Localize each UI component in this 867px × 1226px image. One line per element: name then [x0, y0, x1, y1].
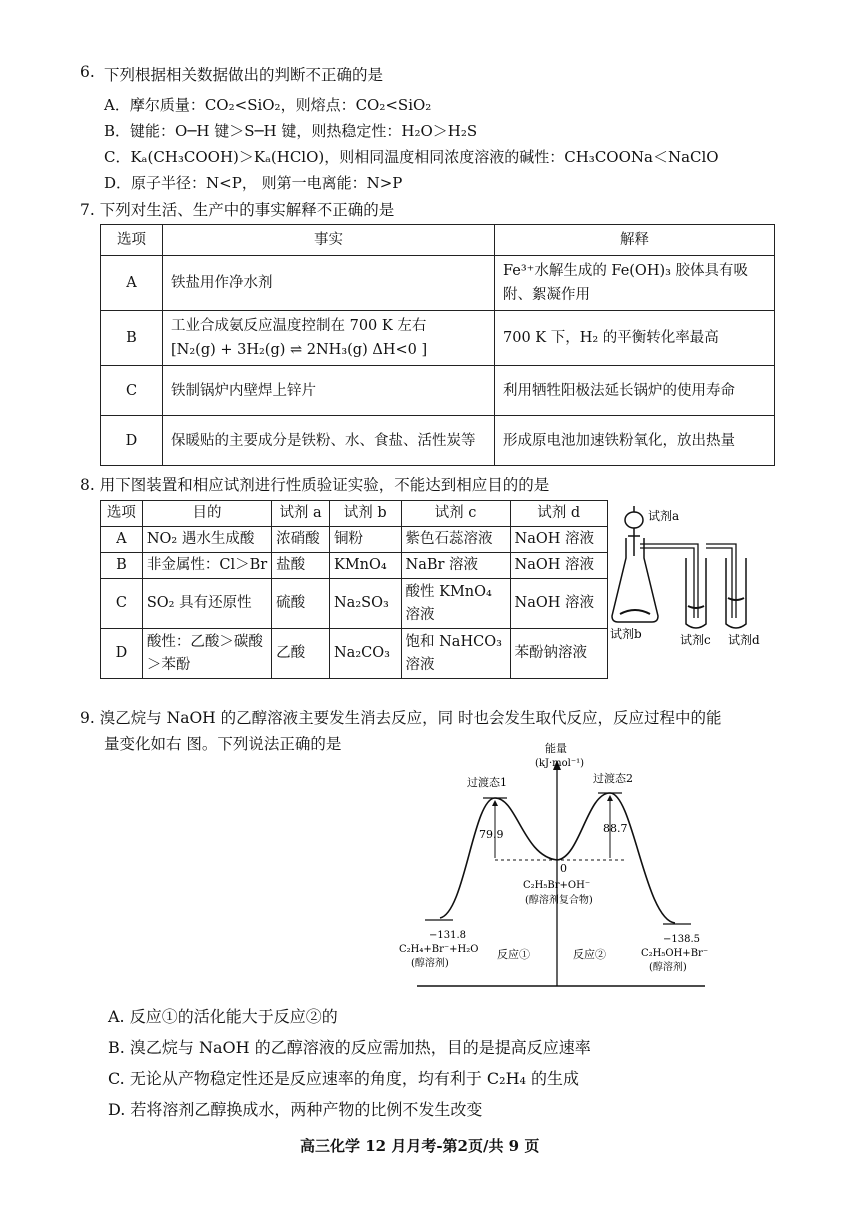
energy-profile-diagram [395, 738, 715, 993]
q8-cell: B [101, 553, 143, 579]
test-tube-c-icon [686, 558, 706, 628]
ts2-label: 过渡态2 [593, 772, 633, 785]
ea1-value: 79.9 [479, 828, 504, 841]
reaction1-label: 反应① [497, 948, 530, 961]
right-energy-value: −138.5 [663, 934, 701, 945]
q6-option-b: B．键能：O─H 键＞S─H 键，则热稳定性：H₂O＞H₂S [104, 122, 478, 140]
q8-cell: 盐酸 [272, 553, 330, 579]
q7-header-option: 选项 [101, 225, 163, 256]
q8-header-reagent-d: 试剂 d [510, 501, 607, 527]
q8-header-reagent-c: 试剂 c [401, 501, 510, 527]
page-footer: 高三化学 12 月月考-第2页/共 9 页 [300, 1137, 540, 1155]
q7-row-d-fact: 保暖贴的主要成分是铁粉、水、食盐、活性炭等 [163, 416, 495, 466]
q8-cell: 浓硝酸 [272, 527, 330, 553]
ea2-value: 88.7 [603, 822, 628, 835]
q8-cell: 乙酸 [272, 629, 330, 679]
q8-cell: 酸性 KMnO₄溶液 [401, 579, 510, 629]
q8-cell: KMnO₄ [329, 553, 401, 579]
q9-option-d: D. 若将溶剂乙醇换成水，两种产物的比例不发生改变 [108, 1100, 483, 1119]
q8-cell: 酸性：乙酸＞碳酸＞苯酚 [142, 629, 271, 679]
q7-stem: 7. 下列对生活、生产中的事实解释不正确的是 [80, 201, 395, 219]
q8-cell: 非金属性：Cl＞Br [142, 553, 271, 579]
q8-header-option: 选项 [101, 501, 143, 527]
ts1-label: 过渡态1 [467, 776, 507, 789]
q9-stem-line1: 9. 溴乙烷与 NaOH 的乙醇溶液主要发生消去反应，同 时也会发生取代反应，反应过程中的能 [80, 709, 722, 727]
zero-label: 0 [560, 862, 567, 875]
q8-cell: NaBr 溶液 [401, 553, 510, 579]
q8-header-purpose: 目的 [142, 501, 271, 527]
y-axis-unit: (kJ·mol⁻¹) [535, 758, 585, 769]
reactant-label: C₂H₅Br+OH⁻ [523, 880, 591, 891]
q8-stem: 8. 用下图装置和相应试剂进行性质验证实验，不能达到相应目的的是 [80, 476, 550, 494]
q7-row-b-option: B [101, 311, 163, 366]
q6-option-c: C．Kₐ(CH₃COOH)＞Kₐ(HClO)，则相同温度相同浓度溶液的碱性：CH₃COONa＜NaClO [104, 148, 719, 166]
label-reagent-d: 试剂d [728, 633, 760, 647]
q9-option-c: C. 无论从产物稳定性还是反应速率的角度，均有利于 C₂H₄ 的生成 [108, 1069, 580, 1088]
q6-option-d: D．原子半径：N<P， 则第一电离能：N>P [104, 174, 403, 192]
q7-row-d-option: D [101, 416, 163, 466]
left-product-label: C₂H₄+Br⁻+H₂O [399, 944, 479, 955]
q8-cell: NaOH 溶液 [510, 527, 607, 553]
q7-table [100, 224, 775, 466]
q7-row-a-explanation: Fe³⁺水解生成的 Fe(OH)₃ 胶体具有吸附、絮凝作用 [495, 256, 775, 311]
q8-cell: NO₂ 遇水生成酸 [142, 527, 271, 553]
q8-cell: 苯酚钠溶液 [510, 629, 607, 679]
q6-stem: 下列根据相关数据做出的判断不正确的是 [104, 66, 384, 84]
q8-table [100, 500, 608, 679]
q7-row-a-option: A [101, 256, 163, 311]
q9-option-b: B. 溴乙烷与 NaOH 的乙醇溶液的反应需加热，目的是提高反应速率 [108, 1038, 591, 1057]
q8-cell: 饱和 NaHCO₃溶液 [401, 629, 510, 679]
right-product-label: C₂H₅OH+Br⁻ [641, 948, 709, 959]
left-solvent-label: (醇溶剂) [411, 958, 449, 969]
q8-header-reagent-a: 试剂 a [272, 501, 330, 527]
q7-row-c-fact: 铁制锅炉内壁焊上锌片 [163, 366, 495, 416]
left-energy-value: −131.8 [429, 930, 467, 941]
q8-cell: NaOH 溶液 [510, 579, 607, 629]
q6-number: 6. [80, 63, 95, 81]
q6-option-a: A．摩尔质量：CO₂<SiO₂，则熔点：CO₂<SiO₂ [104, 96, 432, 114]
q8-cell: Na₂SO₃ [329, 579, 401, 629]
q8-apparatus-diagram [610, 498, 775, 648]
label-reagent-c: 试剂c [680, 633, 711, 647]
q7-row-c-explanation: 利用牺牲阳极法延长锅炉的使用寿命 [495, 366, 775, 416]
q7-row-b-fact-line1: 工业合成氨反应温度控制在 700 K 左右 [171, 318, 427, 334]
q8-cell: Na₂CO₃ [329, 629, 401, 679]
q8-header-reagent-b: 试剂 b [329, 501, 401, 527]
q8-cell: NaOH 溶液 [510, 553, 607, 579]
q8-cell: D [101, 629, 143, 679]
q7-row-b-fact [163, 311, 495, 366]
q8-cell: C [101, 579, 143, 629]
q8-cell: 铜粉 [329, 527, 401, 553]
q7-row-b-explanation: 700 K 下，H₂ 的平衡转化率最高 [495, 311, 775, 366]
q7-row-b-equation: [N₂(g) + 3H₂(g) ⇌ 2NH₃(g) ΔH<0 ] [171, 342, 428, 358]
label-reagent-a: 试剂a [648, 509, 680, 523]
q7-row-c-option: C [101, 366, 163, 416]
reaction2-label: 反应② [573, 948, 606, 961]
q7-header-explanation: 解释 [495, 225, 775, 256]
y-axis-label: 能量 [545, 742, 567, 755]
q8-cell: 硫酸 [272, 579, 330, 629]
q8-cell: A [101, 527, 143, 553]
q9-option-a: A. 反应①的活化能大于反应②的 [108, 1007, 338, 1026]
q7-row-d-explanation: 形成原电池加速铁粉氧化，放出热量 [495, 416, 775, 466]
conical-flask-icon [612, 538, 658, 622]
label-reagent-b: 试剂b [610, 627, 642, 641]
q7-row-a-fact: 铁盐用作净水剂 [163, 256, 495, 311]
q7-header-fact: 事实 [163, 225, 495, 256]
right-solvent-label: (醇溶剂) [649, 962, 687, 973]
q9-stem-line2: 量变化如右 图。下列说法正确的是 [104, 735, 342, 753]
reactant-solvent-label: (醇溶剂复合物) [525, 895, 593, 906]
q8-cell: SO₂ 具有还原性 [142, 579, 271, 629]
q8-cell: 紫色石蕊溶液 [401, 527, 510, 553]
